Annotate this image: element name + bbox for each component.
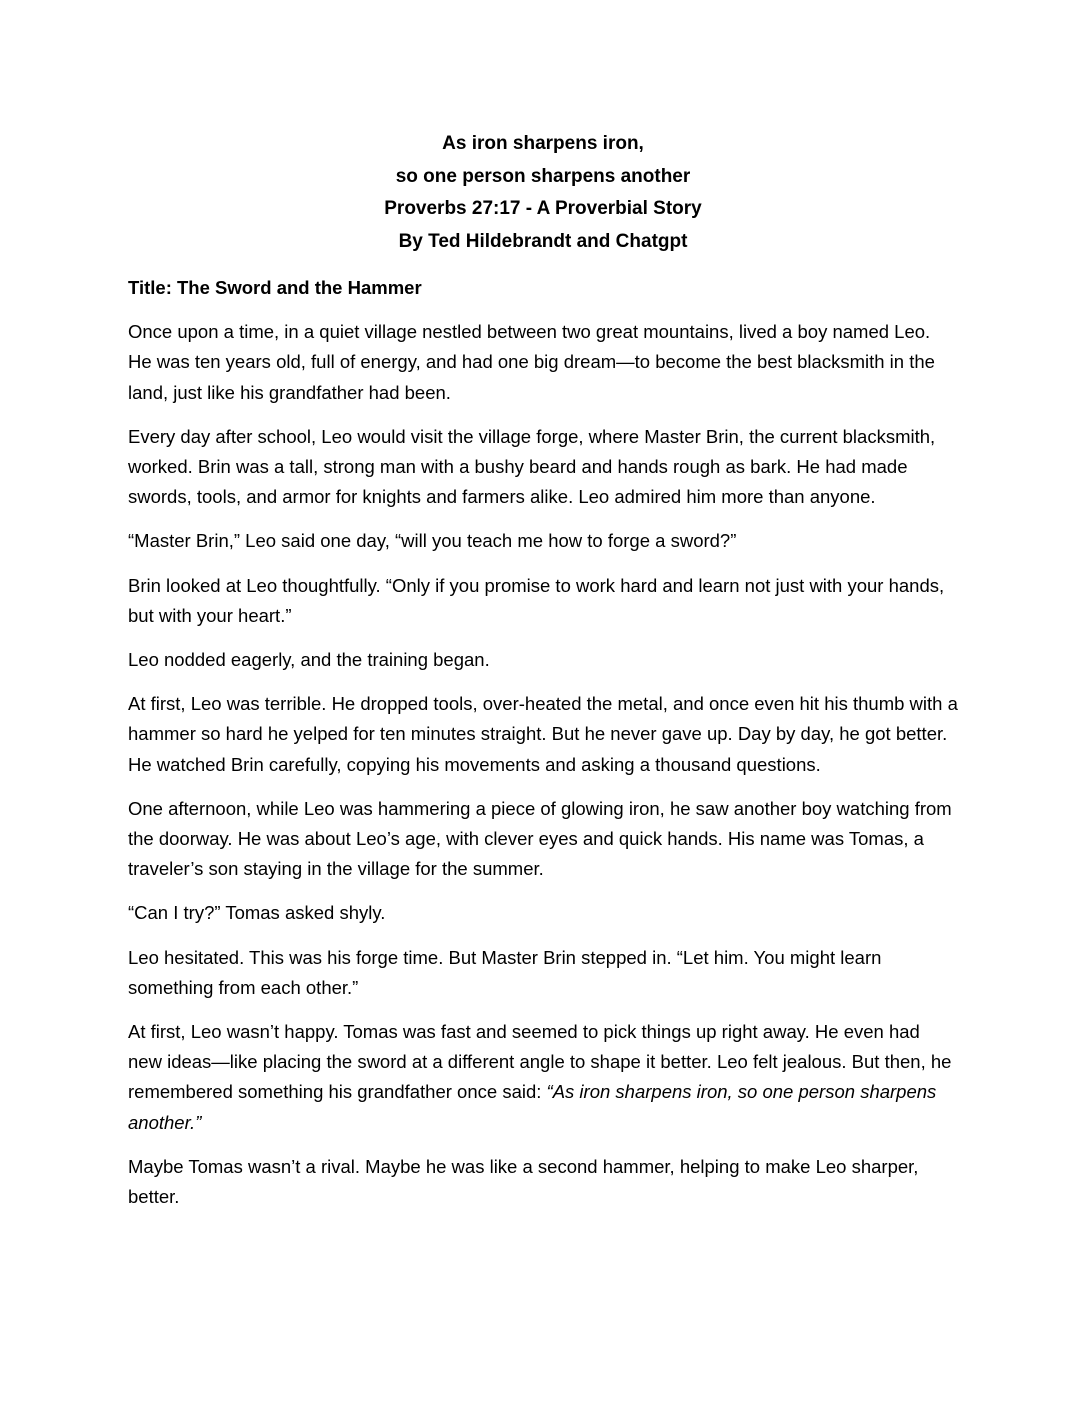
story-title: Title: The Sword and the Hammer bbox=[128, 277, 422, 298]
proverb-quote: “As iron sharpens iron, so one person sharpens another.” bbox=[128, 1081, 937, 1133]
story-paragraph-1: Once upon a time, in a quiet village nestled between two great mountains, lived a boy named Leo. He was ten years old, full of energy, and had one big dream—to become the best blacksmith in the land, just like his grandfather had been. bbox=[128, 321, 935, 403]
story-body bbox=[128, 273, 958, 1226]
story-paragraph-2: Every day after school, Leo would visit the village forge, where Master Brin, the current blacksmith, worked. Brin was a tall, strong man with a bushy beard and hands rough as bark. He had made swords, tools, and armor for knights and farmers alike. Leo admired him more than anyone. bbox=[128, 425, 936, 508]
story-paragraph-11: Maybe Tomas wasn’t a rival. Maybe he was like a second hammer, helping to make Leo sharper, better. bbox=[128, 1155, 919, 1208]
document-heading bbox=[128, 128, 958, 258]
story-paragraph-10 bbox=[128, 1017, 958, 1138]
story-paragraph-6: At first, Leo was terrible. He dropped tools, over-heated the metal, and once even hit his thumb with a hammer so hard he yelped for ten minutes straight. But he never gave up. Day by day, he got better. He watched Brin carefully, copying his movements and asking a thousand questions. bbox=[128, 693, 958, 775]
story-paragraph-9: Leo hesitated. This was his forge time. But Master Brin stepped in. “Let him. You might learn something from each other.” bbox=[128, 946, 882, 998]
story-paragraph-8: “Can I try?” Tomas asked shyly. bbox=[128, 902, 386, 924]
story-paragraph-3: “Master Brin,” Leo said one day, “will you teach me how to forge a sword?” bbox=[128, 530, 737, 552]
paragraph-10-text: At first, Leo wasn’t happy. Tomas was fast and seemed to pick things up right away. He even had new ideas—like placing the sword at a different angle to shape it better. Leo felt jealous. But then, he remembered something his grandfather once said: bbox=[128, 1021, 952, 1103]
heading-line-3: Proverbs 27:17 - A Proverbial Story bbox=[384, 198, 702, 219]
heading-line-2: so one person sharpens another bbox=[395, 165, 691, 187]
heading-line-4: By Ted Hildebrandt and Chatgpt bbox=[398, 230, 688, 252]
story-paragraph-5: Leo nodded eagerly, and the training began. bbox=[128, 649, 490, 671]
story-paragraph-4: Brin looked at Leo thoughtfully. “Only if you promise to work hard and learn not just with your hands, but with your heart.” bbox=[128, 574, 945, 626]
story-paragraph-7: One afternoon, while Leo was hammering a piece of glowing iron, he saw another boy watching from the doorway. He was about Leo’s age, with clever eyes and quick hands. His name was Tomas, a traveler’s son staying in the village for the summer. bbox=[128, 797, 952, 880]
heading-line-1: As iron sharpens iron, bbox=[442, 133, 644, 154]
